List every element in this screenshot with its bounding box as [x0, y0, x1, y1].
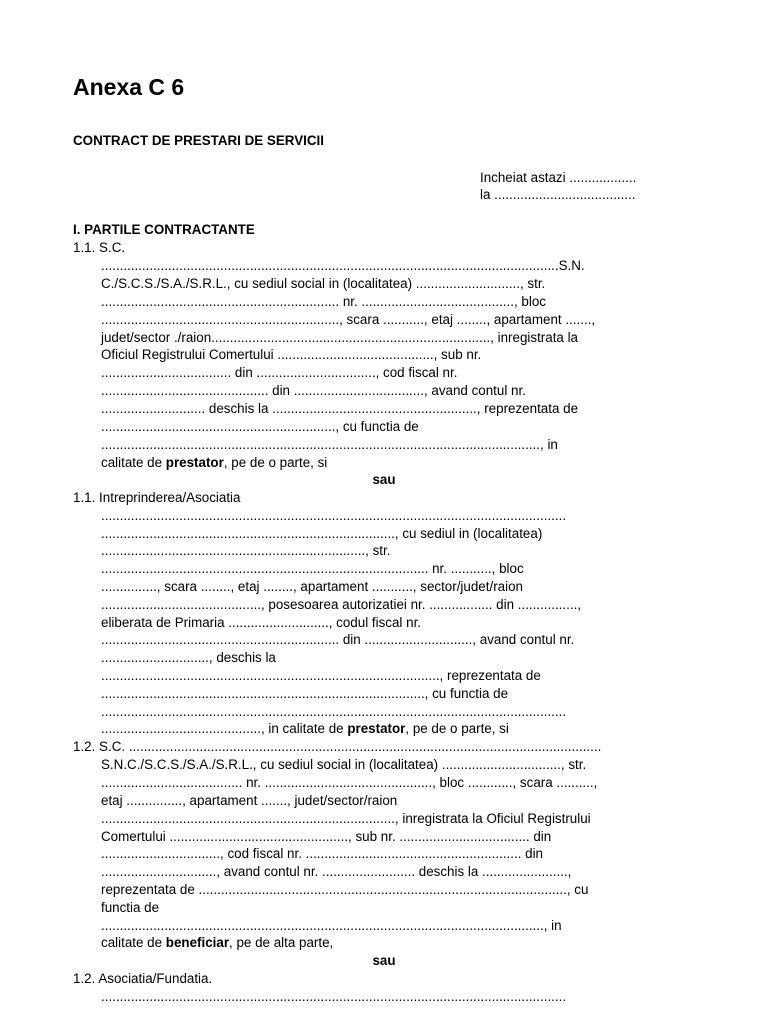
party-line: ..............................................................................., inregistrata la Oficiul Registrului: [101, 811, 591, 826]
party-line: 1.2. Asociatia/Fundatia.: [73, 971, 213, 986]
party-line: ......................................................................., str.: [101, 543, 391, 558]
party-line: ...................................... nr. ............................................., bloc ............, scara ..........,: [101, 775, 598, 790]
party-line: ................................................................ nr. ........................................., bloc: [101, 294, 546, 309]
party-role-line: calitate de prestator, pe de o parte, si: [101, 455, 328, 470]
party-line: 1.1. Intreprinderea/Asociatia: [73, 490, 241, 505]
concluded-place-line: la ......................................: [480, 187, 636, 202]
party-line: eliberata de Primaria ..........................., codul fiscal nr.: [101, 615, 422, 630]
party-line: ......................................................................................., cu functia de: [101, 686, 509, 701]
party-line: .............................................................................................................................: [101, 704, 567, 719]
party-line: reprezentata de ..................................................................................................., cu: [101, 882, 589, 897]
party-line: ..............................................................., cu functia de: [101, 419, 419, 434]
party-line: ..........................................................................................., reprezentata de: [101, 668, 541, 683]
party-line: ..........................................., posesoarea autorizatiei nr. ................. din ................,: [101, 597, 582, 612]
party-line: ...........................................................................................................................S.N.: [101, 258, 585, 273]
party-line: functia de: [101, 900, 160, 915]
party-line: etaj ..............., apartament ......., judet/sector/raion: [101, 793, 398, 808]
party-line: judet/sector ./raion..........................................................................., inregistrata la: [101, 330, 579, 345]
party-line: ..............., scara ........, etaj ........, apartament ..........., sector/judet/raion: [101, 579, 523, 594]
party-line: ................................... din ................................, cod fiscal nr.: [101, 365, 458, 380]
party-line: ................................, cod fiscal nr. .......................................................... din: [101, 846, 544, 861]
party-line: Oficiul Registrului Comertului .........................................., sub nr.: [101, 347, 482, 362]
party-line: .............................................................................................................................: [101, 989, 567, 1004]
or-separator: sau: [372, 472, 396, 487]
party-line: S.N.C./S.C.S./S.A./S.R.L., cu sediul social in (localitatea) ................................, str.: [101, 757, 587, 772]
party-line: ................................................................ din ............................., avand contul nr.: [101, 632, 575, 647]
party-line: 1.2. S.C. ...............................................................................................................................: [73, 739, 602, 754]
party-line: ............................ deschis la ......................................................., reprezentata de: [101, 401, 579, 416]
section-heading: I. PARTILE CONTRACTANTE: [73, 222, 255, 237]
party-line: ..............................................................................., cu sediul in (localitatea): [101, 526, 543, 541]
concluded-date-line: Incheiat astazi ..................: [480, 170, 637, 185]
party-line: Comertului ................................................, sub nr. ................................... din: [101, 829, 552, 844]
party-role-line: ..........................................., in calitate de prestator, pe de o parte, si: [101, 721, 509, 736]
party-line: 1.1. S.C.: [73, 240, 126, 255]
document-title: Anexa C 6: [73, 74, 185, 100]
party-line: ........................................................................................ nr. ..........., bloc: [101, 561, 524, 576]
party-line: ......................................................................................................................, in: [101, 437, 558, 452]
party-line: ......................................................................................................................., in: [101, 918, 562, 933]
party-line: ............................., deschis la: [101, 650, 276, 665]
party-line: ..............................., avand contul nr. ......................... deschis la .......................,: [101, 864, 572, 879]
party-line: ............................................. din ..................................., avand contul nr.: [101, 383, 526, 398]
contract-heading: CONTRACT DE PRESTARI DE SERVICII: [73, 133, 324, 148]
party-line: .............................................................................................................................: [101, 508, 567, 523]
party-role-line: calitate de beneficiar, pe de alta parte,: [101, 935, 334, 950]
party-line: ................................................................, scara ..........., etaj ........, apartament .......,: [101, 312, 596, 327]
or-separator: sau: [372, 953, 396, 968]
party-line: C./S.C.S./S.A./S.R.L., cu sediul social in (localitatea) ............................, str.: [101, 276, 546, 291]
